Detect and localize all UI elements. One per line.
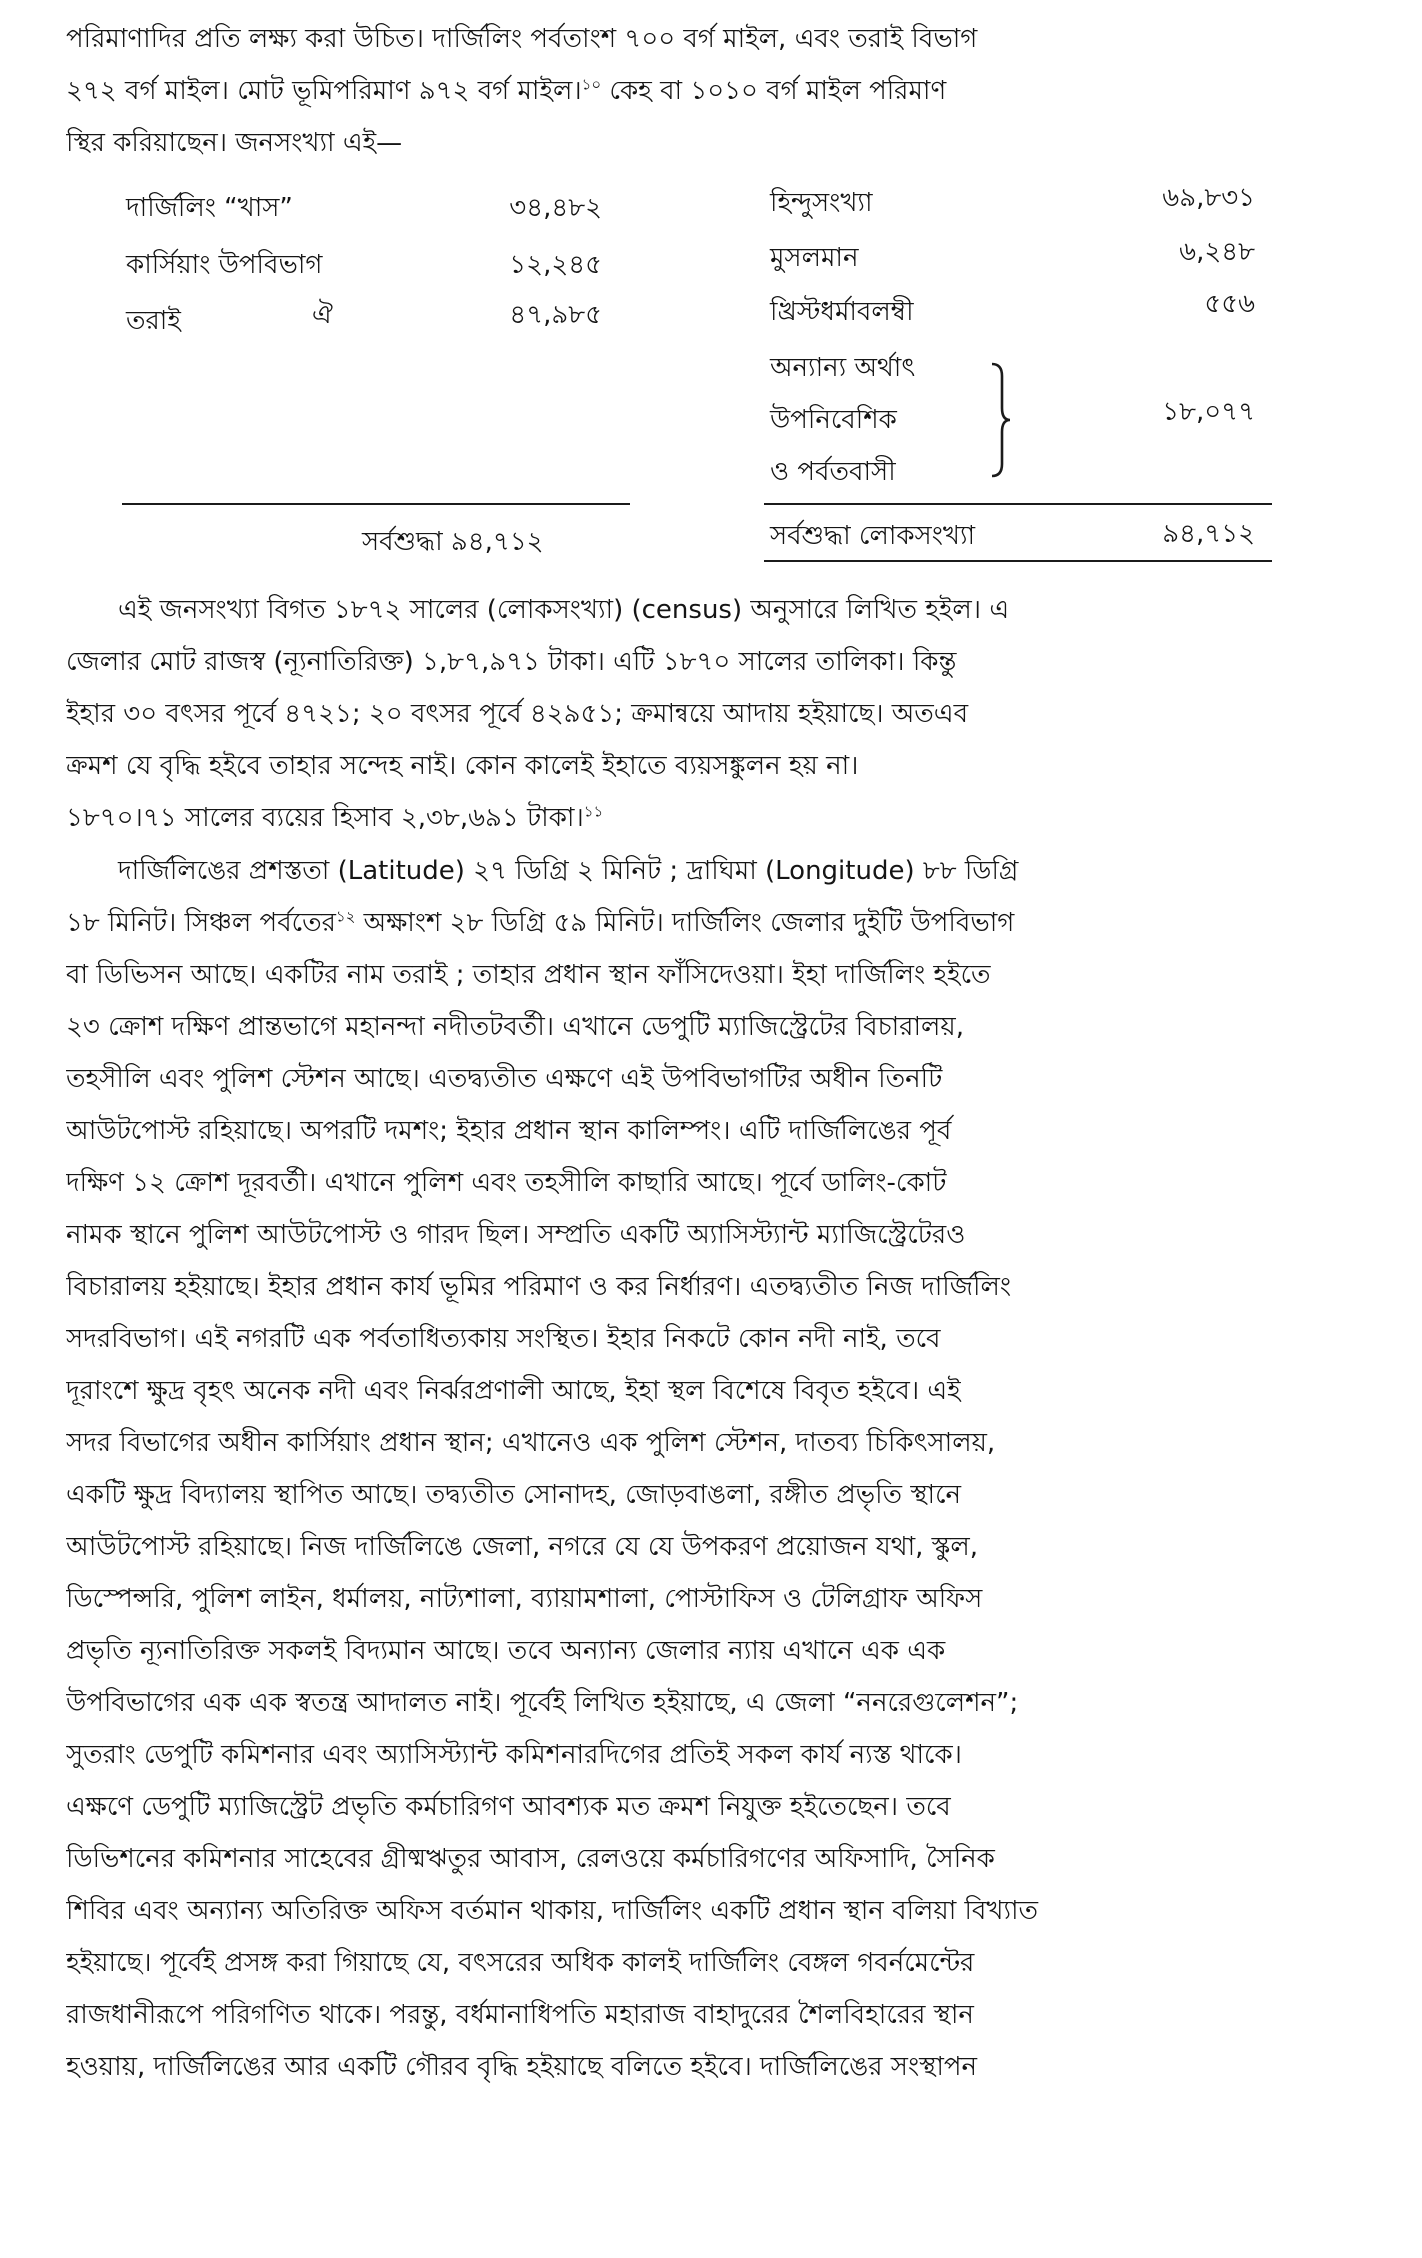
text-line: ডিভিশনের কমিশনার সাহেবের গ্রীষ্মঋতুর আবাস, রেলওয়ে কর্মচারিগণের অফিসাদি, সৈনিক bbox=[66, 1844, 995, 1874]
text-line: এক্ষণে ডেপুটি ম্যাজিস্ট্রেট প্রভৃতি কর্মচারিগণ আবশ্যক মত ক্রমশ নিযুক্ত হইতেছেন। তবে bbox=[66, 1792, 951, 1822]
text-line: বা ডিভিসন আছে। একটির নাম তরাই ; তাহার প্রধান স্থান ফাঁসিদেওয়া। ইহা দার্জিলিং হইতে bbox=[66, 960, 991, 990]
religion-value: ৬৯,৮৩১ bbox=[1162, 183, 1255, 213]
text-line: হইয়াছে। পূর্বেই প্রসঙ্গ করা গিয়াছে যে, বৎসরের অধিক কালই দার্জিলিং বেঙ্গল গবর্নমেন্টের bbox=[66, 1948, 975, 1978]
text-line: ২৩ ক্রোশ দক্ষিণ প্রান্তভাগে মহানন্দা নদীতটবর্তী। এখানে ডেপুটি ম্যাজিস্ট্রেটের বিচারালয়, bbox=[66, 1012, 964, 1042]
footnote-marker: ১২ bbox=[335, 907, 356, 926]
district-value: ৪৭,৯৮৫ bbox=[509, 300, 602, 330]
religion-label: ও পর্বতবাসী bbox=[770, 457, 896, 487]
text-line bbox=[66, 66, 1328, 117]
text-line: প্রভৃতি ন্যূনাতিরিক্ত সকলই বিদ্যমান আছে। তবে অন্যান্য জেলার ন্যায় এখানে এক এক bbox=[66, 1636, 946, 1666]
text-line: জেলার মোট রাজস্ব (ন্যূনাতিরিক্ত) ১,৮৭,৯৭১ টাকা। এটি ১৮৭০ সালের তালিকা। কিন্তু bbox=[66, 647, 957, 677]
religion-label: অন্যান্য অর্থাৎ bbox=[770, 353, 916, 383]
district-value: ১২,২৪৫ bbox=[509, 250, 602, 280]
total-left: সর্বশুদ্ধা ৯৪,৭১২ bbox=[362, 527, 544, 557]
religion-label: হিন্দুসংখ্যা bbox=[770, 188, 873, 218]
text-line: ডিস্পেন্সরি, পুলিশ লাইন, ধর্মালয়, নাট্যশালা, ব্যায়ামশালা, পোস্টাফিস ও টেলিগ্রাফ অফিস bbox=[66, 1584, 983, 1614]
table-rule bbox=[764, 560, 1272, 562]
text-line: এই জনসংখ্যা বিগত ১৮৭২ সালের (লোকসংখ্যা) (census) অনুসারে লিখিত হইল। এ bbox=[118, 595, 1010, 625]
text-line: দার্জিলিঙের প্রশস্ততা (Latitude) ২৭ ডিগ্রি ২ মিনিট ; দ্রাঘিমা (Longitude) ৮৮ ডিগ্রি bbox=[118, 856, 1019, 886]
text-segment: অক্ষাংশ ২৮ ডিগ্রি ৫৯ মিনিট। দার্জিলিং জেলার দুইটি উপবিভাগ bbox=[355, 908, 1015, 938]
text-line: তহসীলি এবং পুলিশ স্টেশন আছে। এতদ্ব্যতীত এক্ষণে এই উপবিভাগটির অধীন তিনটি bbox=[66, 1064, 943, 1094]
text-line bbox=[66, 898, 1328, 949]
religion-label: উপনিবেশিক bbox=[770, 405, 897, 435]
text-line: উপবিভাগের এক এক স্বতন্ত্র আদালত নাই। পূর্বেই লিখিত হইয়াছে, এ জেলা “ননরেগুলেশন”; bbox=[66, 1688, 1019, 1718]
total-right-value: ৯৪,৭১২ bbox=[1162, 519, 1255, 549]
text-line: সদর বিভাগের অধীন কার্সিয়াং প্রধান স্থান; এখানেও এক পুলিশ স্টেশন, দাতব্য চিকিৎসালয়, bbox=[66, 1428, 996, 1458]
grouped-value: ১৮,০৭৭ bbox=[1162, 397, 1255, 427]
district-label: তরাই bbox=[126, 306, 181, 336]
text-line: ইহার ৩০ বৎসর পূর্বে ৪৭২১; ২০ বৎসর পূর্বে ৪২৯৫১; ক্রমান্বয়ে আদায় হইয়াছে। অতএব bbox=[66, 699, 969, 729]
text-line: রাজধানীরূপে পরিগণিত থাকে। পরন্তু, বর্ধমানাধিপতি মহারাজ বাহাদুরের শৈলবিহারের স্থান bbox=[66, 2000, 974, 2030]
text-line: শিবির এবং অন্যান্য অতিরিক্ত অফিস বর্তমান থাকায়, দার্জিলিং একটি প্রধান স্থান বলিয়া বিখ্যাত bbox=[66, 1896, 1039, 1926]
text-line: বিচারালয় হইয়াছে। ইহার প্রধান কার্য ভূমির পরিমাণ ও কর নির্ধারণ। এতদ্ব্যতীত নিজ দার্জিলিং bbox=[66, 1272, 1012, 1302]
text-line: একটি ক্ষুদ্র বিদ্যালয় স্থাপিত আছে। তদ্ব্যতীত সোনাদহ, জোড়বাঙলা, রঙ্গীত প্রভৃতি স্থানে bbox=[66, 1480, 962, 1510]
footnote-marker: ১১ bbox=[583, 802, 604, 821]
district-value: ৩৪,৪৮২ bbox=[509, 193, 602, 223]
text-line: ক্রমশ যে বৃদ্ধি হইবে তাহার সন্দেহ নাই। কোন কালেই ইহাতে ব্যয়সঙ্কুলন হয় না। bbox=[66, 751, 859, 781]
district-label: কার্সিয়াং উপবিভাগ bbox=[126, 250, 323, 280]
district-label: দার্জিলিং “খাস” bbox=[126, 193, 293, 223]
ditto-mark: ঐ bbox=[312, 300, 333, 330]
text-line: আউটপোস্ট রহিয়াছে। অপরটি দমশং; ইহার প্রধান স্থান কালিম্পং। এটি দার্জিলিঙের পূর্ব bbox=[66, 1116, 952, 1146]
table-rule bbox=[764, 503, 1272, 505]
footnote-marker: ১০ bbox=[581, 75, 602, 94]
religion-label: মুসলমান bbox=[770, 243, 859, 273]
text-line: সদরবিভাগ। এই নগরটি এক পর্বতাধিত্যকায় সংস্থিত। ইহার নিকটে কোন নদী নাই, তবে bbox=[66, 1324, 941, 1354]
text-segment: ১৮ মিনিট। সিঞ্চল পর্বতের bbox=[66, 908, 336, 938]
religion-value: ৬,২৪৮ bbox=[1179, 237, 1255, 267]
text-line: স্থির করিয়াছেন। জনসংখ্যা এই— bbox=[66, 128, 403, 158]
table-rule bbox=[122, 503, 630, 505]
text-segment: ২৭২ বর্গ মাইল। মোট ভূমিপরিমাণ ৯৭২ বর্গ মাইল। bbox=[66, 76, 582, 106]
text-line bbox=[66, 793, 1328, 844]
brace-glyph bbox=[988, 362, 1014, 478]
religion-value: ৫৫৬ bbox=[1204, 289, 1255, 319]
religion-label: খ্রিস্টধর্মাবলম্বী bbox=[770, 297, 914, 327]
text-line: দক্ষিণ ১২ ক্রোশ দূরবর্তী। এখানে পুলিশ এবং তহসীলি কাছারি আছে। পূর্বে ডালিং-কোট bbox=[66, 1168, 947, 1198]
total-right-label: সর্বশুদ্ধা লোকসংখ্যা bbox=[770, 521, 976, 551]
text-line: সুতরাং ডেপুটি কমিশনার এবং অ্যাসিস্ট্যান্ট কমিশনারদিগের প্রতিই সকল কার্য ন্যস্ত থাকে। bbox=[66, 1740, 962, 1770]
text-segment: ১৮৭০।৭১ সালের ব্যয়ের হিসাব ২,৩৮,৬৯১ টাকা। bbox=[66, 803, 584, 833]
text-line: নামক স্থানে পুলিশ আউটপোস্ট ও গারদ ছিল। সম্প্রতি একটি অ্যাসিস্ট্যান্ট ম্যাজিস্ট্রেটেরও bbox=[66, 1220, 966, 1250]
text-segment: কেহ বা ১০১০ বর্গ মাইল পরিমাণ bbox=[601, 76, 947, 106]
text-line: হওয়ায়, দার্জিলিঙের আর একটি গৌরব বৃদ্ধি হইয়াছে বলিতে হইবে। দার্জিলিঙের সংস্থাপন bbox=[66, 2052, 978, 2082]
text-line: আউটপোস্ট রহিয়াছে। নিজ দার্জিলিঙে জেলা, নগরে যে যে উপকরণ প্রয়োজন যথা, স্কুল, bbox=[66, 1532, 979, 1562]
text-line: পরিমাণাদির প্রতি লক্ষ্য করা উচিত। দার্জিলিং পর্বতাংশ ৭০০ বর্গ মাইল, এবং তরাই বিভাগ bbox=[66, 24, 978, 54]
text-line: দূরাংশে ক্ষুদ্র বৃহৎ অনেক নদী এবং নির্ঝরপ্রণালী আছে, ইহা স্থল বিশেষে বিবৃত হইবে। এই bbox=[66, 1376, 961, 1406]
